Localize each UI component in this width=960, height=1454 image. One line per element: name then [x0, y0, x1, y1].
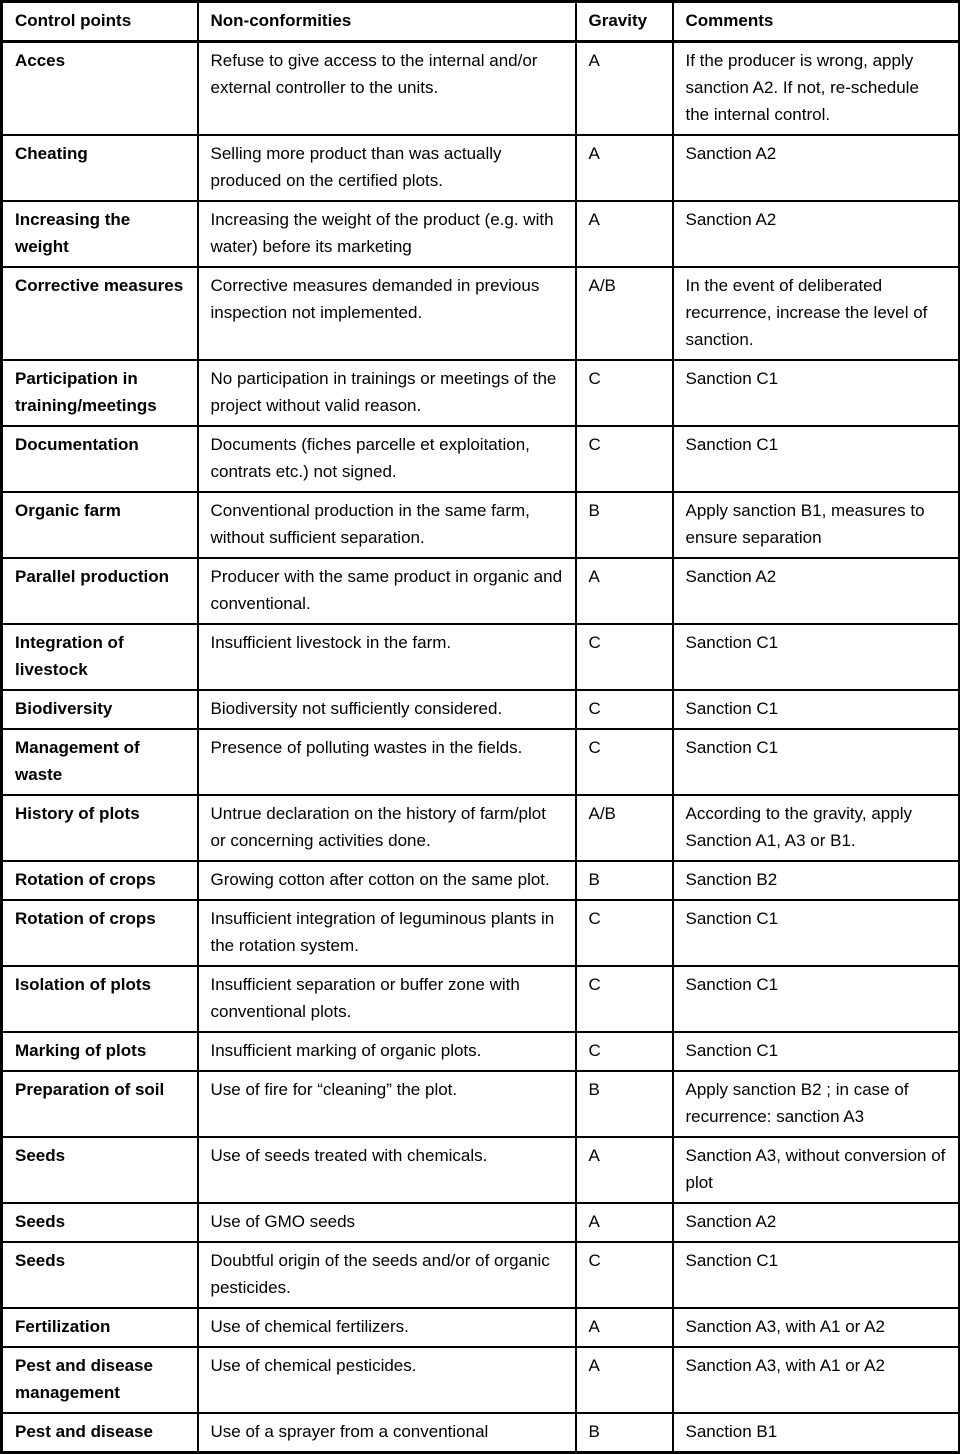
- cell-control-point: Pest and disease: [2, 1413, 198, 1453]
- cell-gravity: A: [576, 1347, 673, 1413]
- column-header-comments: Comments: [673, 2, 960, 42]
- cell-control-point: Seeds: [2, 1242, 198, 1308]
- cell-control-point: Isolation of plots: [2, 966, 198, 1032]
- cell-gravity: A: [576, 135, 673, 201]
- cell-control-point: Preparation of soil: [2, 1071, 198, 1137]
- cell-comment: Sanction C1: [673, 426, 960, 492]
- cell-non-conformity: Use of seeds treated with chemicals.: [198, 1137, 576, 1203]
- table-row: [2, 201, 960, 267]
- cell-control-point: Documentation: [2, 426, 198, 492]
- cell-comment: In the event of deliberated recurrence, increase the level of sanction.: [673, 267, 960, 360]
- cell-control-point: Management of waste: [2, 729, 198, 795]
- cell-comment: Sanction A2: [673, 1203, 960, 1242]
- table-row: [2, 690, 960, 729]
- table-row: [2, 42, 960, 136]
- cell-comment: Sanction C1: [673, 966, 960, 1032]
- cell-non-conformity: Conventional production in the same farm, without sufficient separation.: [198, 492, 576, 558]
- cell-gravity: B: [576, 492, 673, 558]
- table-row: [2, 1032, 960, 1071]
- cell-gravity: A: [576, 1203, 673, 1242]
- cell-non-conformity: Insufficient livestock in the farm.: [198, 624, 576, 690]
- cell-gravity: A/B: [576, 795, 673, 861]
- cell-gravity: C: [576, 1242, 673, 1308]
- cell-control-point: Pest and disease management: [2, 1347, 198, 1413]
- cell-gravity: C: [576, 900, 673, 966]
- cell-comment: Sanction B2: [673, 861, 960, 900]
- cell-non-conformity: Insufficient marking of organic plots.: [198, 1032, 576, 1071]
- cell-gravity: C: [576, 966, 673, 1032]
- cell-gravity: C: [576, 426, 673, 492]
- cell-non-conformity: Corrective measures demanded in previous inspection not implemented.: [198, 267, 576, 360]
- cell-gravity: C: [576, 690, 673, 729]
- cell-non-conformity: Insufficient separation or buffer zone with conventional plots.: [198, 966, 576, 1032]
- cell-non-conformity: Producer with the same product in organic and conventional.: [198, 558, 576, 624]
- table-row: [2, 1137, 960, 1203]
- cell-control-point: Seeds: [2, 1137, 198, 1203]
- cell-comment: Sanction A2: [673, 558, 960, 624]
- cell-non-conformity: Use of a sprayer from a conventional: [198, 1413, 576, 1453]
- table-row: [2, 900, 960, 966]
- cell-control-point: Participation in training/meetings: [2, 360, 198, 426]
- table-row: [2, 966, 960, 1032]
- cell-non-conformity: Documents (fiches parcelle et exploitation, contrats etc.) not signed.: [198, 426, 576, 492]
- table-row: [2, 1413, 960, 1453]
- cell-control-point: Fertilization: [2, 1308, 198, 1347]
- table-row: [2, 624, 960, 690]
- header-row: [2, 2, 960, 42]
- table-row: [2, 1203, 960, 1242]
- cell-comment: Sanction C1: [673, 1032, 960, 1071]
- cell-non-conformity: Use of fire for “cleaning” the plot.: [198, 1071, 576, 1137]
- cell-gravity: A: [576, 201, 673, 267]
- cell-control-point: Rotation of crops: [2, 861, 198, 900]
- cell-control-point: Biodiversity: [2, 690, 198, 729]
- table-row: [2, 1308, 960, 1347]
- cell-control-point: History of plots: [2, 795, 198, 861]
- cell-gravity: C: [576, 1032, 673, 1071]
- cell-non-conformity: Refuse to give access to the internal and/or external controller to the units.: [198, 42, 576, 136]
- cell-gravity: C: [576, 360, 673, 426]
- cell-comment: Sanction C1: [673, 1242, 960, 1308]
- cell-control-point: Marking of plots: [2, 1032, 198, 1071]
- cell-non-conformity: Doubtful origin of the seeds and/or of organic pesticides.: [198, 1242, 576, 1308]
- cell-non-conformity: No participation in trainings or meetings of the project without valid reason.: [198, 360, 576, 426]
- table-row: [2, 1071, 960, 1137]
- table-row: [2, 1347, 960, 1413]
- cell-comment: Sanction A3, with A1 or A2: [673, 1308, 960, 1347]
- cell-gravity: A: [576, 1308, 673, 1347]
- cell-comment: Apply sanction B1, measures to ensure separation: [673, 492, 960, 558]
- cell-non-conformity: Presence of polluting wastes in the fields.: [198, 729, 576, 795]
- cell-comment: Sanction A3, without conversion of plot: [673, 1137, 960, 1203]
- cell-control-point: Cheating: [2, 135, 198, 201]
- table-row: [2, 558, 960, 624]
- cell-comment: Sanction A2: [673, 201, 960, 267]
- cell-control-point: Increasing the weight: [2, 201, 198, 267]
- cell-comment: Sanction B1: [673, 1413, 960, 1453]
- table-row: [2, 861, 960, 900]
- cell-non-conformity: Growing cotton after cotton on the same plot.: [198, 861, 576, 900]
- cell-gravity: A: [576, 1137, 673, 1203]
- table-body: [2, 42, 960, 1453]
- cell-control-point: Integration of livestock: [2, 624, 198, 690]
- cell-gravity: A: [576, 558, 673, 624]
- cell-non-conformity: Use of GMO seeds: [198, 1203, 576, 1242]
- cell-gravity: B: [576, 861, 673, 900]
- cell-gravity: A/B: [576, 267, 673, 360]
- cell-non-conformity: Untrue declaration on the history of farm/plot or concerning activities done.: [198, 795, 576, 861]
- table-row: [2, 135, 960, 201]
- cell-gravity: C: [576, 729, 673, 795]
- cell-non-conformity: Insufficient integration of leguminous plants in the rotation system.: [198, 900, 576, 966]
- column-header-control-points: Control points: [2, 2, 198, 42]
- cell-non-conformity: Use of chemical fertilizers.: [198, 1308, 576, 1347]
- table-row: [2, 360, 960, 426]
- column-header-non-conformities: Non-conformities: [198, 2, 576, 42]
- cell-comment: Sanction C1: [673, 624, 960, 690]
- cell-non-conformity: Increasing the weight of the product (e.g. with water) before its marketing: [198, 201, 576, 267]
- cell-control-point: Parallel production: [2, 558, 198, 624]
- cell-comment: Sanction C1: [673, 690, 960, 729]
- cell-control-point: Rotation of crops: [2, 900, 198, 966]
- cell-comment: Sanction A2: [673, 135, 960, 201]
- cell-control-point: Organic farm: [2, 492, 198, 558]
- table-row: [2, 267, 960, 360]
- cell-non-conformity: Biodiversity not sufficiently considered.: [198, 690, 576, 729]
- cell-gravity: C: [576, 624, 673, 690]
- column-header-gravity: Gravity: [576, 2, 673, 42]
- table-row: [2, 795, 960, 861]
- cell-gravity: B: [576, 1413, 673, 1453]
- cell-control-point: Corrective measures: [2, 267, 198, 360]
- cell-comment: Sanction C1: [673, 729, 960, 795]
- cell-control-point: Acces: [2, 42, 198, 136]
- table-row: [2, 492, 960, 558]
- table-row: [2, 426, 960, 492]
- cell-non-conformity: Use of chemical pesticides.: [198, 1347, 576, 1413]
- table-row: [2, 729, 960, 795]
- cell-non-conformity: Selling more product than was actually produced on the certified plots.: [198, 135, 576, 201]
- cell-comment: According to the gravity, apply Sanction A1, A3 or B1.: [673, 795, 960, 861]
- cell-control-point: Seeds: [2, 1203, 198, 1242]
- cell-comment: Sanction C1: [673, 900, 960, 966]
- table-row: [2, 1242, 960, 1308]
- table-header: [2, 2, 960, 42]
- cell-gravity: B: [576, 1071, 673, 1137]
- cell-comment: Apply sanction B2 ; in case of recurrence: sanction A3: [673, 1071, 960, 1137]
- cell-gravity: A: [576, 42, 673, 136]
- cell-comment: Sanction A3, with A1 or A2: [673, 1347, 960, 1413]
- cell-comment: If the producer is wrong, apply sanction A2. If not, re-schedule the internal control.: [673, 42, 960, 136]
- cell-comment: Sanction C1: [673, 360, 960, 426]
